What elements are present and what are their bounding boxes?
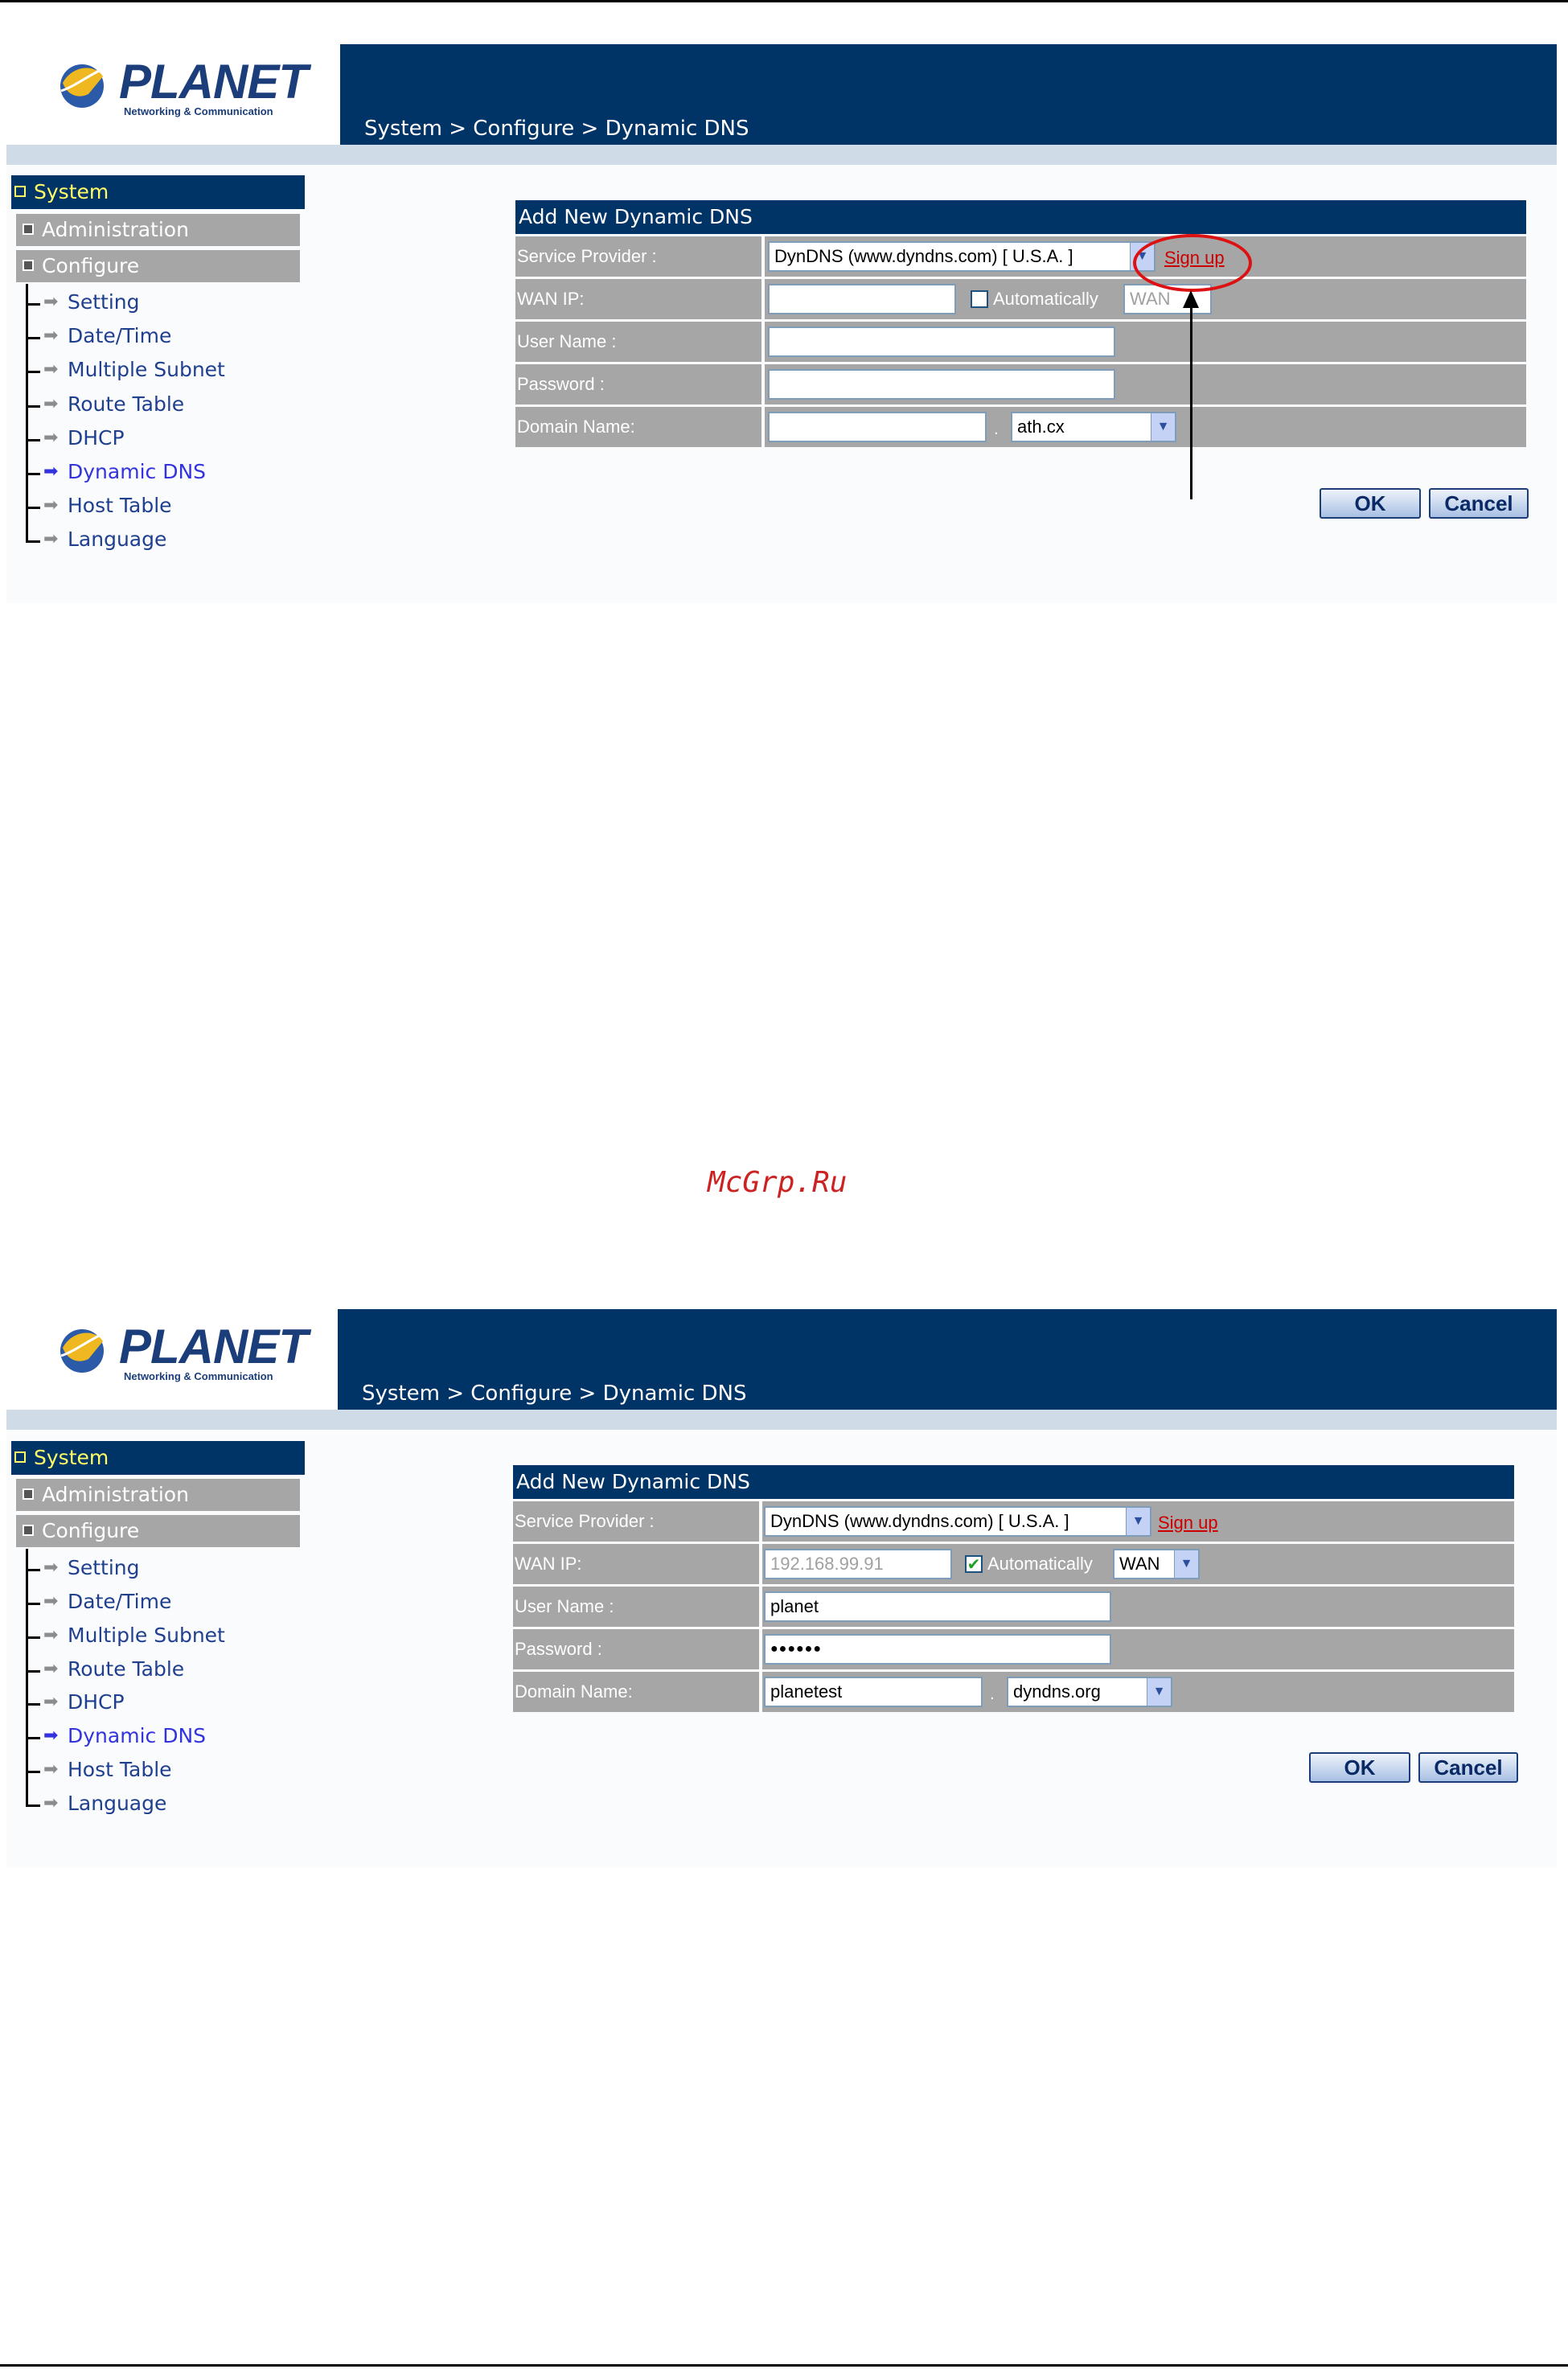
automatically-checkbox[interactable]: ✔ (965, 1555, 983, 1573)
collapse-icon (23, 1525, 34, 1536)
tree-branch (26, 1670, 40, 1673)
tree-branch (26, 371, 40, 373)
arrow-right-icon: ➡ (43, 1557, 59, 1578)
arrow-right-icon: ➡ (43, 1792, 59, 1813)
arrow-right-icon: ➡ (43, 359, 59, 380)
domain-name-cell (765, 407, 1526, 447)
cancel-button[interactable]: Cancel (1429, 488, 1529, 519)
ok-button[interactable]: OK (1309, 1752, 1410, 1783)
sidebar-item-dynamic-dns[interactable]: ➡ Dynamic DNS (43, 1724, 207, 1747)
automatically-label: Automatically (987, 1554, 1093, 1574)
sidebar-configure-label: Configure (42, 1519, 140, 1542)
wan-ip-label: WAN IP: (515, 279, 761, 319)
planet-globe-icon (56, 1324, 108, 1375)
arrow-right-icon: ➡ (43, 393, 59, 414)
arrow-right-icon: ➡ (43, 528, 59, 549)
tree-branch (26, 507, 40, 509)
user-name-cell (765, 322, 1526, 362)
expand-icon (23, 224, 34, 235)
tree-branch (26, 473, 40, 475)
wan-select[interactable]: WAN ▼ (1113, 1549, 1200, 1579)
sidebar-item-dhcp[interactable]: ➡ DHCP (43, 1690, 125, 1714)
arrow-right-icon: ➡ (43, 325, 59, 346)
sidebar-configure[interactable] (16, 250, 300, 282)
row-user-name (513, 1587, 1514, 1627)
password-label: Password : (515, 364, 761, 404)
sidebar-system-label: System (34, 1446, 109, 1469)
password-input[interactable]: ●●●●●● (764, 1634, 1111, 1665)
wan-ip-input[interactable] (768, 284, 956, 314)
chevron-down-icon: ▼ (1130, 243, 1154, 270)
sidebar-item-host-table[interactable]: ➡ Host Table (43, 494, 172, 517)
row-service-provider (513, 1501, 1514, 1542)
ok-button[interactable]: OK (1320, 488, 1421, 519)
annotation-arrow-head (1183, 290, 1199, 308)
row-service-provider (515, 236, 1526, 277)
arrow-right-icon: ➡ (43, 1591, 59, 1611)
password-label: Password : (513, 1629, 759, 1669)
row-password (513, 1629, 1514, 1669)
form-title: Add New Dynamic DNS (515, 200, 1526, 234)
tree-branch (26, 1703, 40, 1706)
automatically-checkbox[interactable] (971, 290, 988, 308)
sidebar-configure[interactable] (16, 1515, 300, 1547)
row-wan-ip (515, 279, 1526, 319)
tree-branch (26, 405, 40, 408)
breadcrumb: System > Configure > Dynamic DNS (362, 1382, 747, 1406)
password-input[interactable] (768, 369, 1115, 400)
sidebar-system[interactable] (11, 1441, 305, 1475)
chevron-down-icon: ▼ (1126, 1508, 1150, 1535)
tree-line (26, 284, 28, 541)
service-provider-cell (762, 1501, 1514, 1542)
sidebar-item-multiple-subnet[interactable]: ➡ Multiple Subnet (43, 1624, 225, 1647)
sign-up-link[interactable]: Sign up (1164, 248, 1225, 268)
logo-text: PLANET (119, 1320, 307, 1373)
breadcrumb: System > Configure > Dynamic DNS (364, 117, 749, 141)
arrow-right-icon: ➡ (43, 1624, 59, 1645)
row-password (515, 364, 1526, 404)
chevron-down-icon: ▼ (1151, 413, 1175, 441)
row-domain-name (515, 407, 1526, 447)
logo-subtitle: Networking & Communication (124, 1370, 273, 1382)
row-wan-ip (513, 1544, 1514, 1584)
sidebar-system[interactable] (11, 175, 305, 209)
sidebar-item-language[interactable]: ➡ Language (43, 528, 167, 551)
arrow-right-icon: ➡ (43, 1658, 59, 1679)
sidebar-item-route-table[interactable]: ➡ Route Table (43, 392, 185, 416)
domain-prefix-input[interactable]: planetest (764, 1677, 983, 1707)
wan-ip-input[interactable]: 192.168.99.91 (764, 1549, 952, 1579)
tree-branch (26, 303, 40, 306)
service-provider-label: Service Provider : (515, 236, 761, 277)
service-provider-select[interactable]: DynDNS (www.dyndns.com) [ U.S.A. ] ▼ (768, 241, 1155, 272)
domain-name-cell (762, 1672, 1514, 1712)
sidebar-item-setting[interactable]: ➡ Setting (43, 1556, 140, 1579)
page-top-rule (0, 0, 1568, 2)
tree-branch (26, 540, 40, 543)
arrow-right-icon: ➡ (43, 1691, 59, 1712)
domain-suffix-select[interactable]: dyndns.org ▼ (1007, 1677, 1172, 1707)
chevron-down-icon: ▼ (1147, 1678, 1171, 1706)
chevron-down-icon: ▼ (1174, 1550, 1198, 1578)
screenshot-1 (0, 44, 1568, 623)
arrow-right-icon: ➡ (43, 461, 59, 482)
sidebar-administration-label: Administration (42, 1483, 189, 1506)
sidebar-item-route-table[interactable]: ➡ Route Table (43, 1657, 185, 1681)
user-name-input[interactable]: planet (764, 1591, 1111, 1622)
collapse-icon (23, 260, 34, 271)
user-name-label: User Name : (515, 322, 761, 362)
sign-up-link[interactable]: Sign up (1158, 1513, 1218, 1533)
domain-name-label: Domain Name: (515, 407, 761, 447)
arrow-right-icon: ➡ (43, 495, 59, 515)
watermark: McGrp.Ru (708, 1166, 848, 1199)
wan-ip-cell (765, 279, 1526, 319)
user-name-label: User Name : (513, 1587, 759, 1627)
header-strip (6, 145, 1557, 165)
service-provider-select[interactable]: DynDNS (www.dyndns.com) [ U.S.A. ] ▼ (764, 1506, 1151, 1537)
tree-branch (26, 1771, 40, 1773)
sidebar-item-host-table[interactable]: ➡ Host Table (43, 1758, 172, 1781)
user-name-cell (762, 1587, 1514, 1627)
sidebar-administration-label: Administration (42, 218, 189, 241)
expand-icon (23, 1488, 34, 1500)
tree-branch (26, 1603, 40, 1605)
domain-dot: . (990, 1686, 995, 1703)
tree-branch (26, 1636, 40, 1639)
sidebar-configure-label: Configure (42, 254, 140, 277)
wan-select[interactable]: WAN (1123, 284, 1212, 314)
arrow-right-icon: ➡ (43, 1759, 59, 1780)
wan-ip-cell (762, 1544, 1514, 1584)
user-name-input[interactable] (768, 326, 1115, 357)
sidebar-item-date-time[interactable]: ➡ Date/Time (43, 324, 172, 347)
domain-name-label: Domain Name: (513, 1672, 759, 1712)
service-provider-label: Service Provider : (513, 1501, 759, 1542)
sidebar-administration[interactable] (16, 1479, 300, 1511)
tree-branch (26, 1737, 40, 1739)
sidebar-item-multiple-subnet[interactable]: ➡ Multiple Subnet (43, 358, 225, 381)
sidebar-item-language[interactable]: ➡ Language (43, 1792, 167, 1815)
sidebar-item-dynamic-dns[interactable]: ➡ Dynamic DNS (43, 460, 207, 483)
tree-branch (26, 1569, 40, 1571)
screenshot-2 (0, 1309, 1568, 1888)
sidebar-administration[interactable] (16, 214, 300, 246)
row-domain-name (513, 1672, 1514, 1712)
sidebar-item-setting[interactable]: ➡ Setting (43, 290, 140, 314)
domain-dot: . (994, 421, 999, 438)
password-cell (765, 364, 1526, 404)
arrow-right-icon: ➡ (43, 427, 59, 448)
arrow-right-icon: ➡ (43, 1725, 59, 1746)
row-user-name (515, 322, 1526, 362)
collapse-icon (14, 186, 26, 197)
domain-suffix-select[interactable]: ath.cx ▼ (1011, 412, 1176, 442)
wan-ip-label: WAN IP: (513, 1544, 759, 1584)
password-cell (762, 1629, 1514, 1669)
tree-branch (26, 439, 40, 441)
tree-branch (26, 1804, 40, 1807)
cancel-button[interactable]: Cancel (1418, 1752, 1518, 1783)
domain-prefix-input[interactable] (768, 412, 987, 442)
planet-globe-icon (56, 59, 108, 110)
sidebar-item-dhcp[interactable]: ➡ DHCP (43, 426, 125, 450)
automatically-label: Automatically (993, 289, 1098, 309)
logo-text: PLANET (119, 55, 307, 109)
logo-subtitle: Networking & Communication (124, 105, 273, 117)
arrow-right-icon: ➡ (43, 291, 59, 312)
annotation-arrow-line (1190, 306, 1192, 499)
collapse-icon (14, 1451, 26, 1463)
tree-branch (26, 337, 40, 339)
annotation-circle (1133, 234, 1252, 292)
tree-line (26, 1549, 28, 1806)
sidebar-item-date-time[interactable]: ➡ Date/Time (43, 1590, 172, 1613)
form-title: Add New Dynamic DNS (513, 1465, 1514, 1499)
page-bottom-rule (0, 2364, 1568, 2367)
header-strip (6, 1410, 1557, 1430)
sidebar-system-label: System (34, 180, 109, 203)
